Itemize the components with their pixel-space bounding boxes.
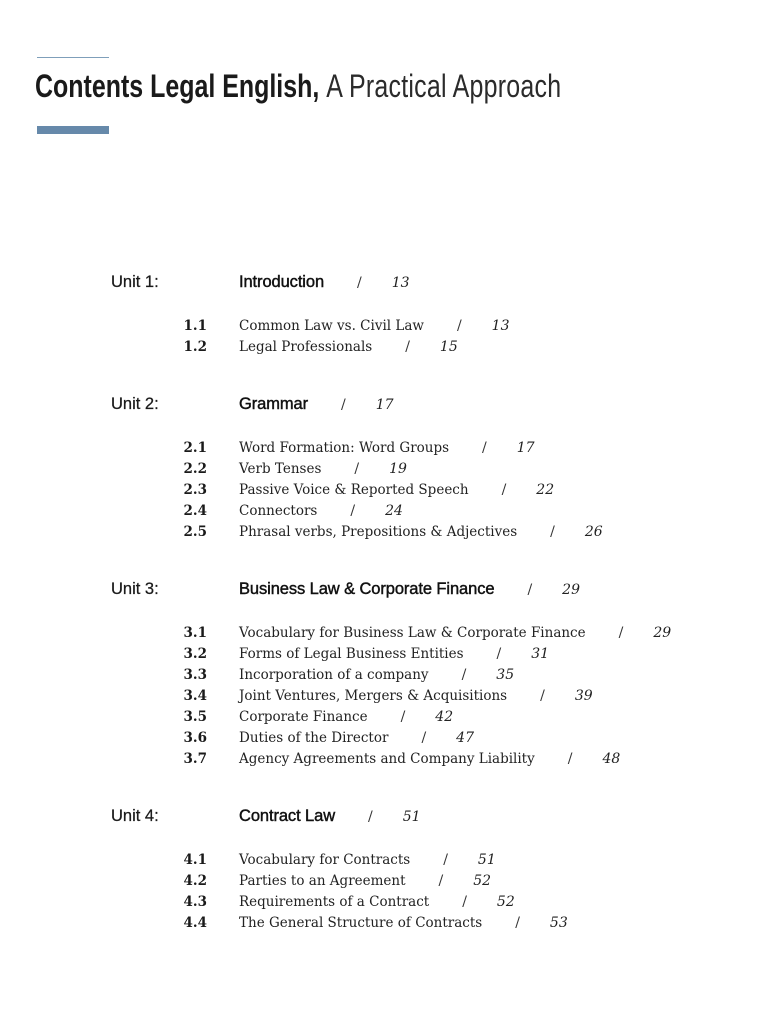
separator: / <box>567 751 573 767</box>
section-number: 2.5 <box>183 524 207 540</box>
section-row <box>0 458 768 479</box>
unit-label: Unit 4: <box>111 807 159 825</box>
page-number: 39 <box>574 688 593 704</box>
unit-heading <box>0 579 768 600</box>
separator: / <box>400 709 406 725</box>
separator: / <box>482 440 487 456</box>
section-row <box>0 437 768 458</box>
unit-label: Unit 3: <box>111 580 159 598</box>
section-number: 4.3 <box>183 894 207 910</box>
separator: / <box>462 894 467 910</box>
page-number: 51 <box>402 809 421 825</box>
separator: / <box>527 582 533 598</box>
section-number: 3.4 <box>183 688 207 704</box>
section-title: Incorporation of a company <box>239 667 429 683</box>
section-row <box>0 849 768 870</box>
section-row <box>0 685 768 706</box>
separator: / <box>496 646 502 662</box>
unit-label: Unit 2: <box>111 395 159 413</box>
section-title: Passive Voice & Reported Speech <box>239 482 469 498</box>
separator: / <box>456 318 462 334</box>
section-row <box>0 706 768 727</box>
separator: / <box>540 688 545 704</box>
section-list <box>0 849 768 933</box>
section-number: 4.2 <box>183 873 207 889</box>
section-list <box>0 437 768 542</box>
page-number: 29 <box>562 582 580 598</box>
page-title-bold: Contents Legal English, <box>35 68 320 104</box>
section-number: 3.2 <box>183 646 207 662</box>
section-title: Verb Tenses <box>239 461 322 477</box>
section-row <box>0 500 768 521</box>
table-of-contents <box>0 272 768 933</box>
separator: / <box>357 275 362 291</box>
separator: / <box>618 625 624 641</box>
section-title: Duties of the Director <box>239 730 389 746</box>
section-row <box>0 727 768 748</box>
unit-heading <box>0 806 768 827</box>
section-row <box>0 336 768 357</box>
section-number: 2.1 <box>183 440 207 456</box>
section-number: 3.3 <box>183 667 207 683</box>
section-list <box>0 622 768 769</box>
unit-title: Business Law & Corporate Finance <box>239 580 495 598</box>
unit-3 <box>0 579 768 769</box>
section-number: 3.1 <box>183 625 207 641</box>
page-title-subtitle: A Practical Approach <box>326 68 562 104</box>
page-number: 15 <box>439 339 458 355</box>
section-row <box>0 891 768 912</box>
section-row <box>0 315 768 336</box>
unit-label: Unit 1: <box>111 273 159 291</box>
page-number: 24 <box>385 503 403 519</box>
unit-1 <box>0 272 768 357</box>
separator: / <box>405 339 410 355</box>
unit-title: Grammar <box>239 395 308 413</box>
section-number: 1.2 <box>183 339 207 355</box>
section-row <box>0 870 768 891</box>
section-row <box>0 748 768 769</box>
separator: / <box>515 915 520 931</box>
section-number: 3.7 <box>183 751 207 767</box>
section-title: Word Formation: Word Groups <box>239 440 450 456</box>
unit-title: Introduction <box>239 273 325 291</box>
page-number: 51 <box>477 852 496 868</box>
page-number: 31 <box>531 646 550 662</box>
page-number: 52 <box>473 873 492 889</box>
section-number: 2.2 <box>183 461 207 477</box>
separator: / <box>354 461 360 477</box>
section-title: Corporate Finance <box>239 709 368 725</box>
section-number: 3.5 <box>183 709 207 725</box>
page-number: 53 <box>549 915 568 931</box>
page-number: 29 <box>653 625 672 641</box>
page-number: 47 <box>456 730 474 746</box>
section-number: 4.4 <box>183 915 207 931</box>
section-row <box>0 664 768 685</box>
section-title: Common Law vs. Civil Law <box>239 318 424 334</box>
top-thin-rule <box>37 57 109 58</box>
section-title: Vocabulary for Business Law & Corporate Finance <box>239 625 586 641</box>
page-number: 52 <box>496 894 515 910</box>
section-title: Parties to an Agreement <box>239 873 406 889</box>
separator: / <box>501 482 507 498</box>
page-number: 48 <box>602 751 621 767</box>
section-row <box>0 622 768 643</box>
separator: / <box>421 730 427 746</box>
separator: / <box>461 667 467 683</box>
separator: / <box>443 852 448 868</box>
page-number: 35 <box>496 667 515 683</box>
section-number: 1.1 <box>183 318 207 334</box>
separator: / <box>438 873 444 889</box>
separator: / <box>350 503 356 519</box>
page-number: 17 <box>516 440 535 456</box>
unit-title: Contract Law <box>239 807 336 825</box>
separator: / <box>368 809 373 825</box>
section-row <box>0 912 768 933</box>
section-list <box>0 315 768 357</box>
page-number: 17 <box>375 397 394 413</box>
page-number: 19 <box>389 461 407 477</box>
unit-heading <box>0 272 768 293</box>
section-row <box>0 479 768 500</box>
section-title: Forms of Legal Business Entities <box>239 646 464 662</box>
unit-heading <box>0 394 768 415</box>
page-number: 22 <box>536 482 555 498</box>
section-title: Legal Professionals <box>239 339 373 355</box>
title-accent-bar <box>37 126 109 134</box>
page-number: 13 <box>391 275 410 291</box>
section-title: Requirements of a Contract <box>239 894 430 910</box>
page-number: 42 <box>435 709 454 725</box>
section-title: Joint Ventures, Mergers & Acquisitions <box>239 688 508 704</box>
section-row <box>0 643 768 664</box>
section-number: 4.1 <box>183 852 207 868</box>
separator: / <box>340 397 346 413</box>
section-title: The General Structure of Contracts <box>239 915 483 931</box>
page-title <box>35 68 561 104</box>
section-number: 2.3 <box>183 482 207 498</box>
section-number: 3.6 <box>183 730 207 746</box>
unit-2 <box>0 394 768 542</box>
unit-4 <box>0 806 768 933</box>
page-number: 26 <box>584 524 603 540</box>
separator: / <box>550 524 555 540</box>
section-title: Phrasal verbs, Prepositions & Adjectives <box>239 524 518 540</box>
section-title: Connectors <box>239 503 318 519</box>
section-title: Vocabulary for Contracts <box>239 852 411 868</box>
section-number: 2.4 <box>183 503 207 519</box>
page-number: 13 <box>491 318 510 334</box>
section-row <box>0 521 768 542</box>
section-title: Agency Agreements and Company Liability <box>239 751 535 767</box>
